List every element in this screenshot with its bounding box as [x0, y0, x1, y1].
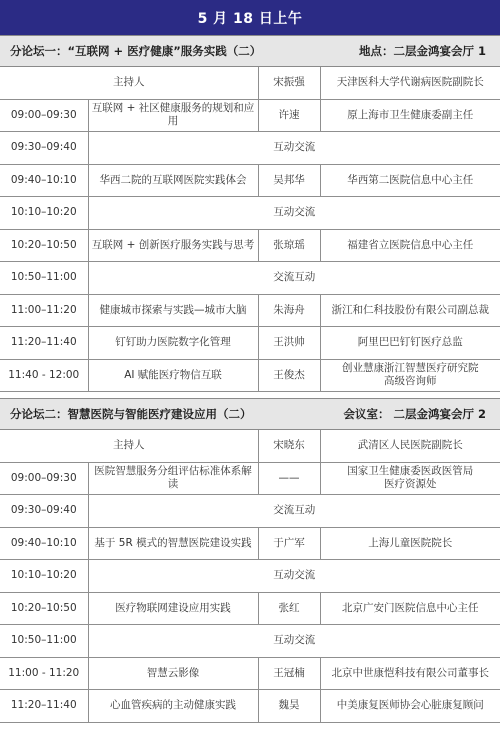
speaker-name: 张琼瑶: [258, 229, 320, 262]
session-topic: 互联网 + 社区健康服务的规划和应用: [88, 99, 258, 132]
speaker-name: 于广军: [258, 527, 320, 560]
speaker-org: 华西第二医院信息中心主任: [320, 164, 500, 197]
session-time: 09:30–09:40: [0, 132, 88, 165]
host-row: [0, 430, 500, 462]
host-label: 主持人: [0, 67, 258, 99]
table-row: [0, 625, 500, 658]
speaker-org: 浙江和仁科技股份有限公司副总裁: [320, 294, 500, 327]
table-row: [0, 657, 500, 690]
session-topic: 心血管疾病的主动健康实践: [88, 690, 258, 723]
session-time: 10:50–11:00: [0, 262, 88, 295]
break-label: 互动交流: [88, 132, 500, 165]
host-org: 天津医科大学代谢病医院副院长: [320, 67, 500, 99]
table-row: [0, 592, 500, 625]
forum-1-title: 分论坛一：“互联网 + 医疗健康”服务实践（二）: [10, 44, 262, 58]
session-time: 11:20–11:40: [0, 690, 88, 723]
host-org: 武清区人民医院副院长: [320, 430, 500, 462]
host-name: 宋振强: [258, 67, 320, 99]
session-time: 10:50–11:00: [0, 625, 88, 658]
table-row: [0, 560, 500, 593]
date-banner: 5 月 18 日上午: [0, 0, 500, 35]
table-row: [0, 327, 500, 360]
host-row: [0, 67, 500, 99]
speaker-name: 许速: [258, 99, 320, 132]
session-topic: 钉钉助力医院数字化管理: [88, 327, 258, 360]
speaker-org: 原上海市卫生健康委副主任: [320, 99, 500, 132]
session-time: 11:40 - 12:00: [0, 359, 88, 392]
session-time: 09:00–09:30: [0, 462, 88, 495]
table-row: [0, 359, 500, 392]
speaker-name: 王洪帅: [258, 327, 320, 360]
table-row: [0, 462, 500, 495]
forum-1-venue: 地点：二层金鸿宴会厅 1: [358, 44, 486, 58]
speaker-org: 阿里巴巴钉钉医疗总监: [320, 327, 500, 360]
session-topic: AI 赋能医疗物信互联: [88, 359, 258, 392]
session-time: 10:20–10:50: [0, 592, 88, 625]
forum-2-header: [0, 398, 500, 430]
session-topic: 互联网 + 创新医疗服务实践与思考: [88, 229, 258, 262]
table-row: [0, 495, 500, 528]
speaker-name: 王俊杰: [258, 359, 320, 392]
session-time: 11:20–11:40: [0, 327, 88, 360]
session-time: 11:00 - 11:20: [0, 657, 88, 690]
session-time: 10:20–10:50: [0, 229, 88, 262]
table-row: [0, 294, 500, 327]
speaker-name: ——: [258, 462, 320, 495]
speaker-org: 北京中世康恺科技有限公司董事长: [320, 657, 500, 690]
speaker-name: 吴邦华: [258, 164, 320, 197]
session-time: 09:30–09:40: [0, 495, 88, 528]
forum-2-title: 分论坛二：智慧医院与智能医疗建设应用（二）: [10, 407, 252, 421]
speaker-org: 福建省立医院信息中心主任: [320, 229, 500, 262]
session-time: 10:10–10:20: [0, 197, 88, 230]
table-row: [0, 527, 500, 560]
table-row: [0, 690, 500, 723]
speaker-org: 创业慧康浙江智慧医疗研究院 高级咨询师: [320, 359, 500, 392]
table-row: [0, 99, 500, 132]
speaker-org: 国家卫生健康委医政医管局 医疗资源处: [320, 462, 500, 495]
session-topic: 华西二院的互联网医院实践体会: [88, 164, 258, 197]
session-topic: 健康城市探索与实践—城市大脑: [88, 294, 258, 327]
host-name: 宋晓东: [258, 430, 320, 462]
table-row: [0, 262, 500, 295]
session-time: 09:40–10:10: [0, 164, 88, 197]
session-time: 09:40–10:10: [0, 527, 88, 560]
speaker-org: 上海儿童医院院长: [320, 527, 500, 560]
speaker-name: 朱海舟: [258, 294, 320, 327]
speaker-name: 张红: [258, 592, 320, 625]
speaker-name: 魏昊: [258, 690, 320, 723]
break-label: 交流互动: [88, 495, 500, 528]
session-topic: 智慧云影像: [88, 657, 258, 690]
speaker-name: 王冠楠: [258, 657, 320, 690]
session-time: 09:00–09:30: [0, 99, 88, 132]
table-row: [0, 132, 500, 165]
table-row: [0, 197, 500, 230]
forum-2-venue: 会议室： 二层金鸿宴会厅 2: [343, 407, 486, 421]
break-label: 互动交流: [88, 197, 500, 230]
break-label: 互动交流: [88, 625, 500, 658]
session-time: 10:10–10:20: [0, 560, 88, 593]
forum-1-header: [0, 35, 500, 67]
session-time: 11:00–11:20: [0, 294, 88, 327]
break-label: 交流互动: [88, 262, 500, 295]
forum-1-schedule: [0, 67, 500, 392]
host-label: 主持人: [0, 430, 258, 462]
session-topic: 医疗物联网建设应用实践: [88, 592, 258, 625]
table-row: [0, 229, 500, 262]
session-topic: 基于 5R 模式的智慧医院建设实践: [88, 527, 258, 560]
speaker-org: 北京广安门医院信息中心主任: [320, 592, 500, 625]
speaker-org: 中美康复医师协会心脏康复顾问: [320, 690, 500, 723]
table-row: [0, 164, 500, 197]
session-topic: 医院智慧服务分组评估标准体系解读: [88, 462, 258, 495]
break-label: 互动交流: [88, 560, 500, 593]
forum-2-schedule: [0, 430, 500, 723]
